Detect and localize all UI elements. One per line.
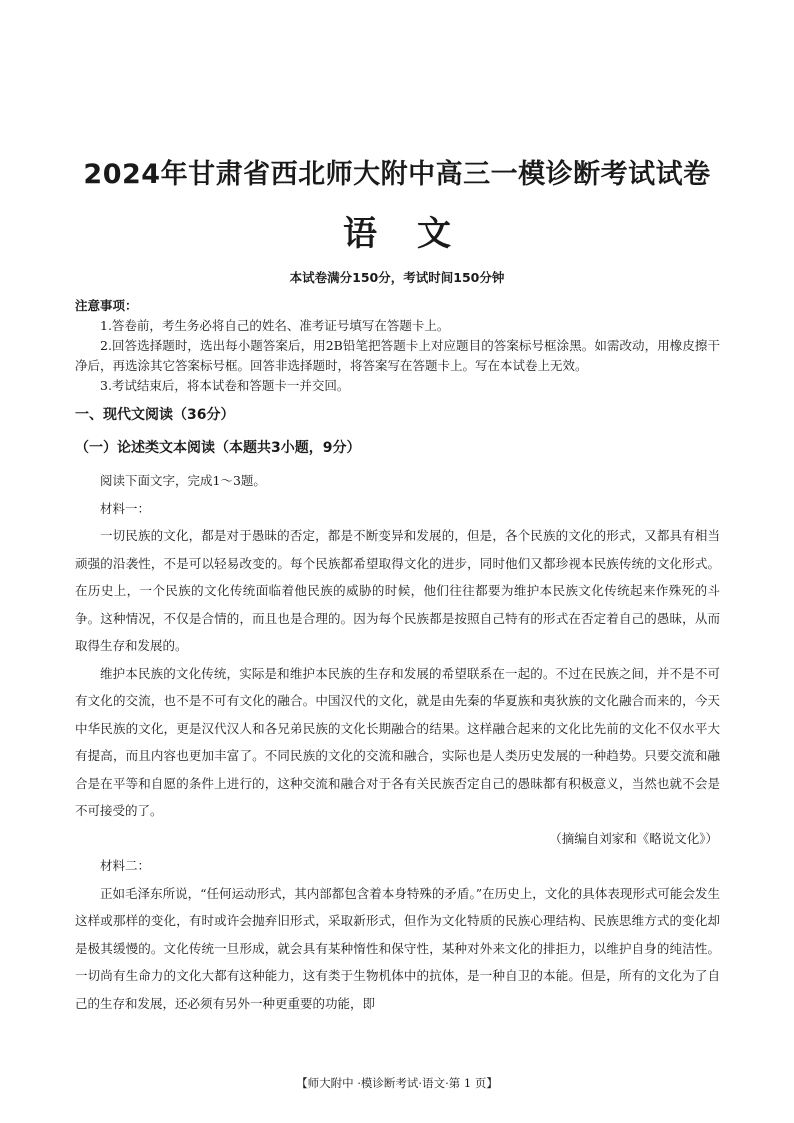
- page-footer: 【师大附中 ·模诊断考试·语文·第 1 页】: [296, 1076, 498, 1090]
- subsection-heading: （一）论述类文本阅读（本题共3小题，9分）: [75, 440, 361, 456]
- reading-instruction: 阅读下面文字，完成1～3题。: [100, 473, 266, 488]
- exam-title: 2024年甘肃省西北师大附中高三一模诊断考试试卷: [83, 159, 711, 190]
- paragraph: 正如毛泽东所说，“任何运动形式，其内部都包含着本身特殊的矛盾。”在历史上，文化的具体表现形式可能会发生这样或那样的变化，有时或许会抛弃旧形式，采取新形式，但作为文化特质的民族心理结构、民族思维方式的变化却是极其缓慢的。文化传统一旦形成，就会具有某种惰性和保守性，某种对外来文化的排拒力，以维护自身的纯洁性。一切尚有生命力的文化大都有这种能力，这有类于生物机体中的抗体，是一种自卫的本能。但是，所有的文化为了自己的生存和发展，还必须有另外一种更重要的功能，即: [75, 885, 720, 1011]
- section-heading: 一、现代文阅读（36分）: [75, 407, 235, 423]
- reading-passage: [75, 467, 720, 1017]
- exam-info: 本试卷满分150分，考试时间150分钟: [289, 270, 505, 285]
- subject-title: 语文: [343, 214, 491, 254]
- paragraph: 一切民族的文化，都是对于愚昧的否定，都是不断变异和发展的，但是，各个民族的文化的形式，又都具有相当顽强的沿袭性，不是可以轻易改变的。每个民族都希望取得文化的进步，同时他们又都珍视本民族传统的文化形式。在历史上，一个民族的文化传统面临着他民族的威胁的时候，他们往往都要为维护本民族文化传统起来作殊死的斗争。这种情况，不仅是合情的，而且也是合理的。因为每个民族都是按照自己特有的形式在否定着自己的愚昧，从而取得生存和发展的。: [75, 528, 720, 653]
- notice-item: 1.答卷前，考生务必将自己的姓名、准考证号填写在答题卡上。: [100, 318, 450, 333]
- notice-item: 2.回答选择题时，选出每小题答案后，用2B铅笔把答题卡上对应题目的答案标号框涂黑。如需改动，用橡皮擦干净后，再选涂其它答案标号框。回答非选择题时，将答案写在答题卡上。写在本试卷上无效。: [75, 338, 720, 373]
- source-citation: （摘编自刘家和《略说文化》）: [549, 830, 718, 846]
- notice-heading: 注意事项：: [75, 298, 138, 313]
- notice-block: [75, 296, 720, 396]
- paragraph: 维护本民族的文化传统，实际是和维护本民族的生存和发展的希望联系在一起的。不过在民族之间，并不是不可有文化的交流，也不是不可有文化的融合。中国汉代的文化，就是由先秦的华夏族和夷狄族的文化融合而来的，今天中华民族的文化，更是汉代汉人和各兄弟民族的文化长期融合的结果。这样融合起来的文化比先前的文化不仅水平大有提高，而且内容也更加丰富了。不同民族的文化的交流和融合，实际也是人类历史发展的一种趋势。只要交流和融合是在平等和自愿的条件上进行的，这种交流和融合对于各有关民族否定自己的愚昧都有积极意义，当然也就不会是不可接受的了。: [75, 665, 720, 818]
- material-label: 材料二：: [100, 858, 151, 873]
- notice-item: 3.考试结束后，将本试卷和答题卡一并交回。: [100, 378, 350, 393]
- material-label: 材料一：: [100, 500, 151, 516]
